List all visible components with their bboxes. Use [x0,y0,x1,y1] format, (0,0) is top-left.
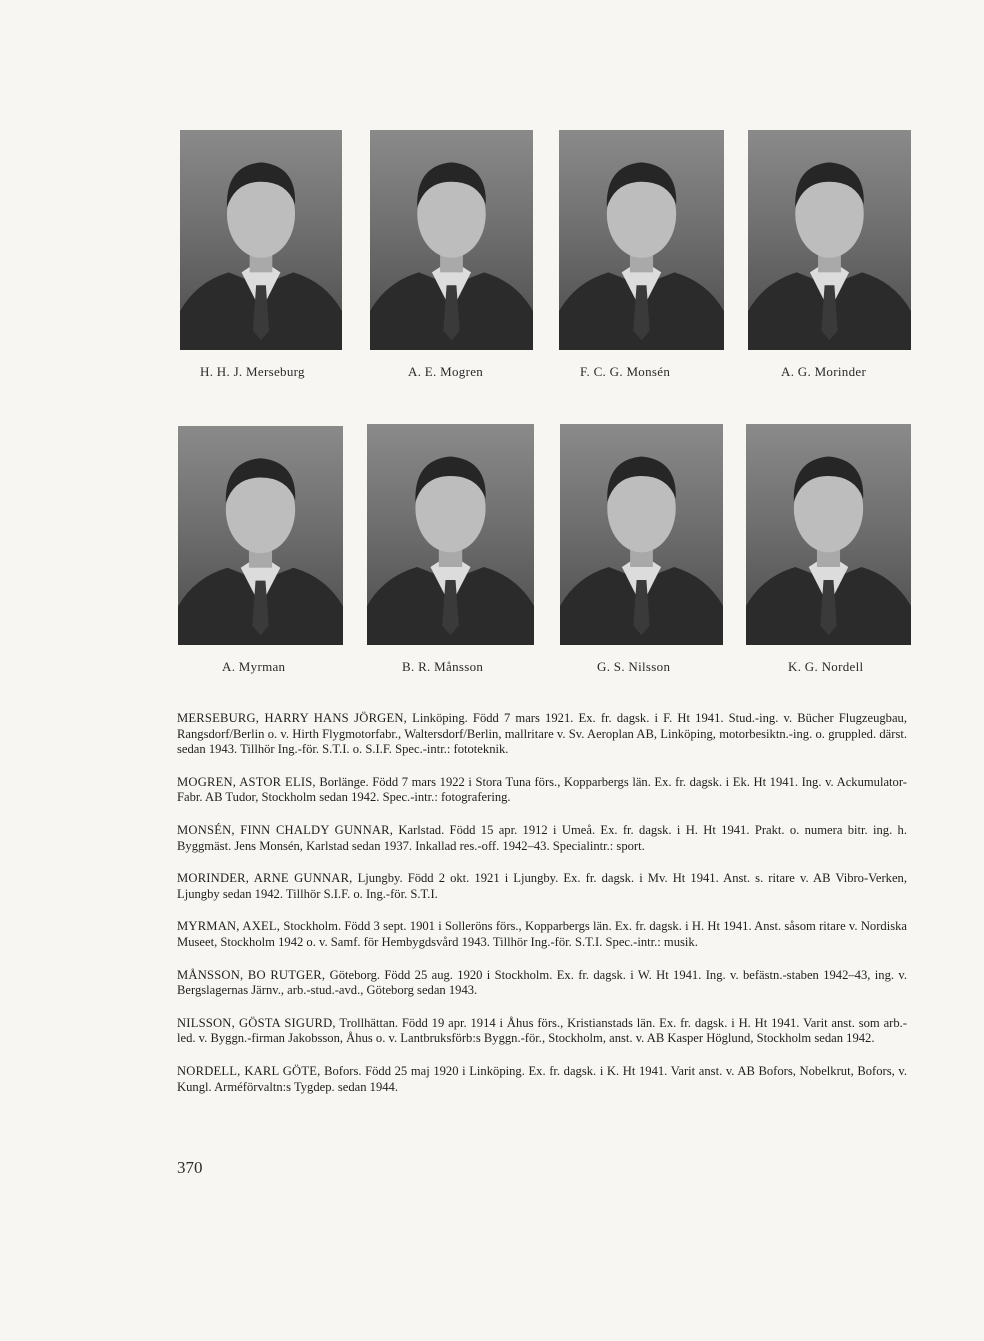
portrait-silhouette [370,130,533,350]
portrait-caption: G. S. Nilsson [597,659,671,674]
portrait-photo-icon [367,424,534,645]
biography-name: MÅNSSON, BO RUTGER, [177,967,326,982]
biography-text: Trollhättan. Född 19 apr. 1914 i Åhus förs., Kristianstads län. Ex. fr. dagsk. i H. Ht 1941. Varit anst. som arb.-led. v. Byggn.-firman Jakobsson, Åhus o. v. Lantbruksförb:s Byggn.-för., Stockholm, anst. v. AB Kasper Höglund, Stockholm sedan 1942. [177,1015,907,1046]
biography-entry [177,711,907,758]
portrait-photo-icon [559,130,724,350]
portrait-silhouette [560,424,723,645]
portrait-photo-icon [370,130,533,350]
portrait-silhouette [367,424,534,645]
biography-text: Bofors. Född 25 maj 1920 i Linköping. Ex. fr. dagsk. i K. Ht 1941. Varit anst. v. AB Bofors, Nobelkrut, Bofors, v. Kungl. Arméförvaltn:s Tygdep. sedan 1944. [177,1063,908,1094]
portrait-silhouette [746,424,911,645]
biography-text: Linköping. Född 7 mars 1921. Ex. fr. dagsk. i F. Ht 1941. Stud.-ing. v. Bücher Flugzeugbau, Rangsdorf/Berlin o. v. Hirth Flygmotorfabr., Waltersdorf/Berlin, mallritare v. Sv. Aeroplan AB, Linköping, motorbesiktn.-ing. o. gruppled. därst. sedan 1943. Tillhör Ing.-för. S.T.I. o. S.I.F. Spec.-intr.: fototeknik. [177,711,907,757]
biography-name: MORINDER, ARNE GUNNAR, [177,871,353,886]
biography-text: Karlstad. Född 15 apr. 1912 i Umeå. Ex. fr. dagsk. i H. Ht 1941. Prakt. o. numera bitr. ing. h. Byggmäst. Jens Monsén, Karlstad sedan 1937. Inkallad res.-off. 1942–43. Specialintr.: sport. [177,822,907,853]
biography-name: NORDELL, KARL GÖTE, [177,1063,321,1078]
biography-name: MOGREN, ASTOR ELIS, [177,774,316,789]
biography-name: NILSSON, GÖSTA SIGURD, [177,1015,336,1030]
portrait-caption: B. R. Månsson [402,659,484,674]
biography-name: MYRMAN, AXEL, [177,919,281,934]
portrait-caption: A. E. Mogren [408,364,484,379]
biography-entry [177,871,907,902]
portrait-caption: H. H. J. Merseburg [200,364,305,379]
portrait-caption: A. Myrman [222,659,286,674]
portrait-caption: F. C. G. Monsén [580,364,671,379]
biography-text: Ljungby. Född 2 okt. 1921 i Ljungby. Ex. fr. dagsk. i Mv. Ht 1941. Anst. s. ritare v. AB Vibro-Verken, Ljungby sedan 1942. Tillhör S.I.F. o. Ing.-för. S.T.I. [177,871,907,901]
portrait-photo-icon [748,130,911,350]
biography-entry [177,1016,907,1047]
biography-text: Stockholm. Född 3 sept. 1901 i Solleröns förs., Kopparbergs län. Ex. fr. dagsk. i H. Ht 1941. Anst. såsom ritare v. Nordiska Museet, Stockholm 1942 o. v. Samf. för Hembygdsvård 1943. Tillhör Ing.-för. S.T.I. Spec.-intr.: musik. [177,919,907,949]
portrait-silhouette [180,130,342,350]
page-number: 370 [177,1158,203,1177]
portrait-silhouette [559,130,724,350]
portrait-photo-icon [178,426,343,645]
biography-entry [177,1064,907,1095]
biography-entry [177,919,907,950]
biography-name: MERSEBURG, HARRY HANS JÖRGEN, [177,711,408,725]
portrait-photo-icon [180,130,342,350]
biography-text: Göteborg. Född 25 aug. 1920 i Stockholm. Ex. fr. dagsk. i W. Ht 1941. Ing. v. befästn.-staben 1942–43, ing. v. Bergslagernas Järnv., arb.-stud.-avd., Göteborg sedan 1943. [177,967,907,998]
biography-entry [177,968,907,999]
biography-name: MONSÉN, FINN CHALDY GUNNAR, [177,822,394,837]
biography-entry [177,823,907,854]
portrait-photo-icon [746,424,911,645]
portrait-caption: A. G. Morinder [781,364,867,379]
portrait-photo-icon [560,424,723,645]
biography-list [177,711,907,1112]
portrait-caption: K. G. Nordell [788,659,864,674]
portrait-silhouette [748,130,911,350]
portrait-silhouette [178,426,343,645]
biography-text: Borlänge. Född 7 mars 1922 i Stora Tuna förs., Kopparbergs län. Ex. fr. dagsk. i Ek. Ht 1941. Ing. v. Ackumulator-Fabr. AB Tudor, Stockholm sedan 1942. Spec.-intr.: fotografering. [177,774,907,805]
biography-entry [177,775,907,806]
